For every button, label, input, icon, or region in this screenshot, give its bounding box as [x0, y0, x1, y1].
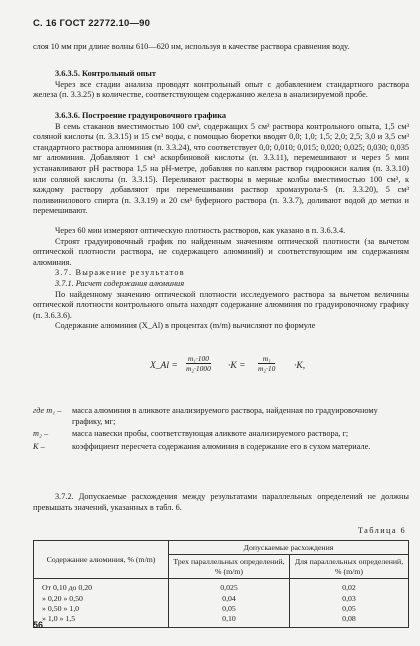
section-3-6-3-5: [33, 69, 409, 101]
paragraph-calibration: В семь стаканов вместимостью 100 см³, содержащих 5 см³ раствора контрольного опыта, 1,5 см³ соляной кислоты (п. 3.3.15) и 15 см³ воды, с помощью бюретки вводят 0,0; 1,0; 1,5; 2,0; 2,5; 3,0 и 3,5 см³ стандартного раствора алюминия (п. 3.3.24), что соответствует 0,0; 0,010; 0,015; 0,020; 0,025; 0,030; 0,035 мг алюминия. Добавляют 1 см³ аскорбиновой кислоты (п. 3.3.11), перемешивают и через 5 мин устанавливают рН раствора 1,5 на рН-метре, добавляя по каплям раствор гидроокиси калия (п. 3.3.10) или соляной кислоты (п. 3.3.15). Переливают растворы в мерные колбы вместимостью 100 см³, к каждому раствору добавляют при перемешивании раствор хромазурола-S (п. 3.3.20), 5 см³ поливинилового спирта (п. 3.3.19) и 20 см³ буферного раствора (п. 3.3.7), доливают водой до метки и перемешивают.: [33, 121, 409, 216]
section-3-7-2: [33, 492, 409, 513]
paragraph-wait: Через 60 мин измеряют оптическую плотность растворов, как указано в п. 3.6.3.4.: [55, 226, 346, 235]
table-cell: 0,10: [169, 614, 290, 627]
paragraph-graph: Строят градуировочный график по найденным значениям оптической плотности (за вычетом оптической плотности раствора, не содержащего алюминий) и соответствующим им содержаниям алюминия.: [33, 236, 409, 267]
formula-fraction-1: [186, 354, 211, 373]
table-row: [34, 604, 409, 614]
paragraph-tolerances: 3.7.2. Допускаемые расхождения между результатами параллельных определений не должны превышать значений, указанных в табл. 6.: [33, 492, 409, 512]
definition-k: [33, 442, 409, 453]
table-cell: От 0,10 до 0,20: [34, 579, 169, 593]
fraction-2-numerator: m₁: [258, 354, 275, 364]
formula-mid: ·K =: [228, 361, 246, 371]
table-cell: 0,08: [290, 614, 409, 627]
definition-m1: [33, 406, 409, 427]
table-row: [34, 593, 409, 603]
table-cell: 0,03: [290, 593, 409, 603]
table-cell: » 0,20 » 0,50: [34, 593, 169, 603]
fraction-2-denominator: m₂·10: [258, 364, 276, 373]
heading-results: 3.7. Выражение результатов: [55, 268, 185, 278]
formula-tail: ·K,: [294, 361, 306, 371]
paragraph-intro: слоя 10 мм при длине волны 610—620 нм, используя в качестве раствора сравнения воду.: [33, 42, 350, 51]
intro-text: [33, 42, 409, 53]
table-row: [34, 614, 409, 627]
formula-definitions: [33, 406, 409, 452]
formula: [150, 354, 350, 380]
col-header-two: Для параллельных определений, % (m/m): [290, 555, 409, 579]
paragraph-control-test: Через все стадии анализа проводят контрольный опыт с добавлением стандартного раствора железа (п. 3.3.25) в количестве, соответствующем содержанию железа в анализируемой пробе.: [33, 79, 409, 100]
fraction-1-numerator: m₁·100: [187, 354, 210, 363]
col-header-three: Трех параллельных определений, % (m/m): [169, 555, 290, 579]
table-caption: Таблица 6: [357, 526, 406, 535]
heading-aluminium-calc: 3.7.1. Расчет содержания алюминия: [55, 278, 185, 288]
col-header-group: Допускаемые расхождения: [169, 541, 409, 555]
table-cell: 0,04: [169, 593, 290, 603]
section-results: [33, 226, 409, 332]
section-3-6-3-6: [33, 111, 409, 217]
page-header: С. 16 ГОСТ 22772.10—90: [33, 18, 151, 29]
fraction-1-denominator: m₂·1000: [186, 364, 211, 373]
paragraph-calc: По найденному значению оптической плотности исследуемого раствора за вычетом величины оптической плотности контрольного опыта находят содержание алюминия по градуировочному графику (п. 3.6.3.6).: [33, 289, 409, 320]
col-header-content: Содержание алюминия, % (m/m): [34, 541, 169, 579]
definition-symbol: где m₁ –: [33, 406, 62, 415]
table-cell: 0,02: [290, 579, 409, 593]
table-cell: » 0,50 » 1,0: [34, 604, 169, 614]
definition-symbol: m₂ –: [33, 429, 49, 439]
definition-m2: [33, 429, 409, 440]
table-cell: 0,05: [169, 604, 290, 614]
table-cell: » 1,0 » 1,5: [34, 614, 169, 627]
table-row: [34, 579, 409, 593]
heading-calibration-graph: 3.6.3.6. Построение градуировочного графика: [55, 111, 227, 120]
heading-control-test: 3.6.3.5. Контрольный опыт: [55, 69, 156, 78]
tolerance-table: [33, 540, 409, 628]
paragraph-formula-intro: Содержание алюминия (X_Al) в процентах (m/m) вычисляют по формуле: [55, 321, 316, 331]
definition-text: коэффициент пересчета содержания алюминия в содержание его в сухом материале.: [72, 441, 371, 451]
table-cell: 0,025: [169, 579, 290, 593]
definition-symbol: K –: [33, 441, 45, 451]
formula-fraction-2: [258, 354, 275, 373]
definition-text: масса навески пробы, соответствующая аликвоте анализируемого раствора, г;: [72, 429, 349, 439]
definition-text: масса алюминия в аликвоте анализируемого раствора, найденная по градуировочному графику, мг;: [72, 406, 378, 426]
table-cell: 0,05: [290, 604, 409, 614]
formula-lhs: X_Al =: [150, 361, 178, 371]
page-number: 56: [33, 620, 44, 630]
